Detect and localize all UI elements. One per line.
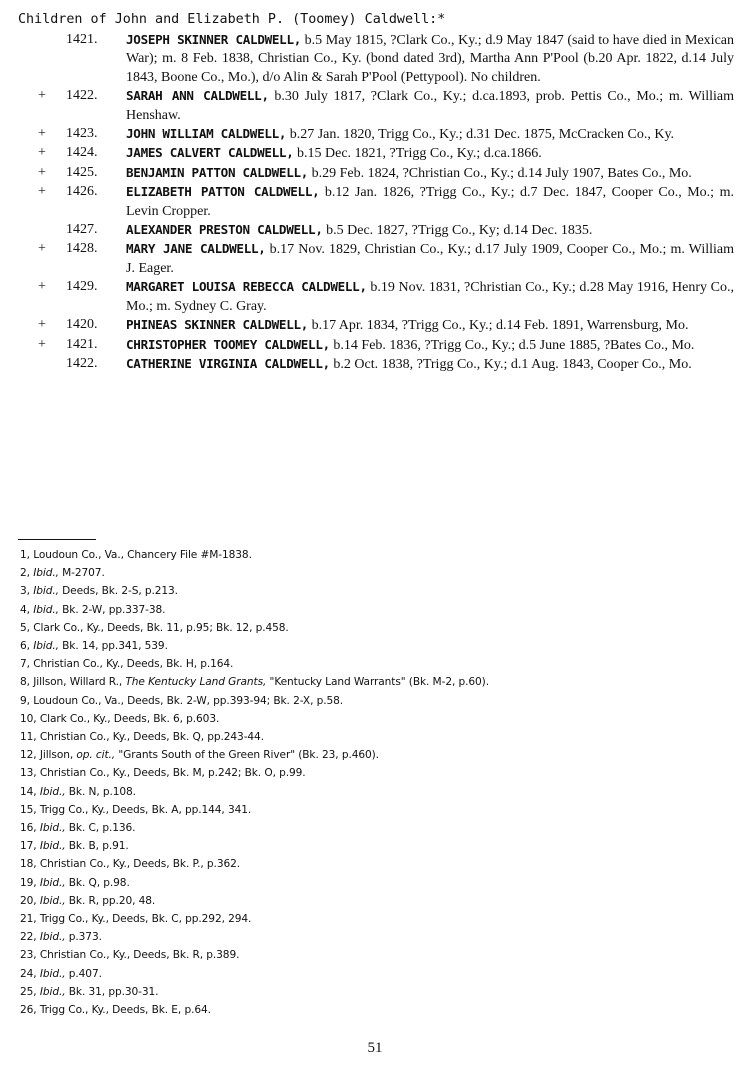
footnote <box>20 819 740 837</box>
entry-text <box>126 221 734 240</box>
footnote-number: 13, <box>20 767 37 780</box>
footnote-number: 2, <box>20 567 30 580</box>
entry-number: 1422. <box>66 355 98 371</box>
child-details: b.14 Feb. 1836, ?Trigg Co., Ky.; d.5 June 1885, ?Bates Co., Mo. <box>329 337 695 353</box>
entry-number: 1423. <box>66 126 98 142</box>
footnote <box>20 764 740 782</box>
footnote-number: 14, <box>20 785 37 798</box>
footnote <box>20 874 740 892</box>
child-details: b.29 Feb. 1824, ?Christian Co., Ky.; d.14 July 1907, Bates Co., Mo. <box>308 165 692 181</box>
descendant-marker: + <box>38 88 46 104</box>
footnote-lead: Jillson, Willard R., <box>33 676 126 689</box>
child-details: b.15 Dec. 1821, ?Trigg Co., Ky.; d.ca.1866. <box>293 146 542 162</box>
footnote-number: 5, <box>20 621 30 634</box>
descendant-marker: + <box>38 241 46 257</box>
section-heading: Children of John and Elizabeth P. (Toomey) Caldwell:* <box>18 12 446 27</box>
footnote <box>20 983 740 1001</box>
footnote-number: 12, <box>20 749 37 762</box>
footnote-number: 21, <box>20 913 37 926</box>
footnote-citation: Christian Co., Ky., Deeds, Bk. H, p.164. <box>33 658 234 671</box>
footnote-citation: Trigg Co., Ky., Deeds, Bk. E, p.64. <box>39 1004 211 1017</box>
footnote-number: 11, <box>20 731 37 744</box>
child-name: CATHERINE VIRGINIA CALDWELL, <box>126 355 330 371</box>
entry-number: 1427. <box>66 222 98 238</box>
child-entry <box>0 164 750 183</box>
footnote-citation: Christian Co., Ky., Deeds, Bk. R, p.389. <box>39 949 240 962</box>
footnote-number: 18, <box>20 858 37 871</box>
footnote-citation: Clark Co., Ky., Deeds, Bk. 11, p.95; Bk. 12, p.458. <box>33 621 289 634</box>
entry-text <box>126 31 734 87</box>
footnote-citation: Christian Co., Ky., Deeds, Bk. P., p.362. <box>39 858 241 871</box>
footnote-number: 8, <box>20 676 30 689</box>
child-name: MARGARET LOUISA REBECCA CALDWELL, <box>126 279 367 295</box>
footnote <box>20 692 740 710</box>
footnote-italic: Ibid., <box>33 585 59 598</box>
footnote <box>20 783 740 801</box>
footnote-number: 23, <box>20 949 37 962</box>
footnote-italic: Ibid., <box>39 985 66 998</box>
footnote-number: 7, <box>20 658 30 671</box>
children-list <box>0 31 750 374</box>
footnote-divider <box>18 539 96 540</box>
footnote <box>20 801 740 819</box>
footnote-number: 17, <box>20 840 37 853</box>
footnote-citation: Bk. B, p.91. <box>65 840 129 853</box>
child-entry <box>0 240 750 278</box>
footnote-citation: Trigg Co., Ky., Deeds, Bk. C, pp.292, 294. <box>39 913 252 926</box>
footnote-italic: Ibid., <box>39 840 66 853</box>
footnote <box>20 892 740 910</box>
footnote-citation: Bk. 31, pp.30-31. <box>65 985 159 998</box>
entry-number: 1428. <box>66 241 98 257</box>
child-entry <box>0 31 750 87</box>
entry-number: 1424. <box>66 145 98 161</box>
footnote <box>20 837 740 855</box>
footnote-number: 10, <box>20 712 37 725</box>
footnote <box>20 746 740 764</box>
child-entry <box>0 278 750 316</box>
footnote-number: 9, <box>20 694 30 707</box>
footnote-number: 25, <box>20 985 37 998</box>
child-details: b.2 Oct. 1838, ?Trigg Co., Ky.; d.1 Aug. 1843, Cooper Co., Mo. <box>329 356 692 372</box>
footnote <box>20 582 740 600</box>
child-name: BENJAMIN PATTON CALDWELL, <box>126 164 309 180</box>
entry-text <box>126 183 734 221</box>
child-details: b.17 Apr. 1834, ?Trigg Co., Ky.; d.14 Feb. 1891, Warrensburg, Mo. <box>308 318 689 334</box>
footnote <box>20 601 740 619</box>
descendant-marker: + <box>38 336 46 352</box>
child-name: JAMES CALVERT CALDWELL, <box>126 145 294 161</box>
entry-number: 1421. <box>66 32 98 47</box>
footnote-citation: Christian Co., Ky., Deeds, Bk. M, p.242; Bk. O, p.99. <box>39 767 306 780</box>
footnote-citation: M-2707. <box>58 567 105 580</box>
footnote <box>20 946 740 964</box>
entry-text <box>126 316 734 335</box>
child-entry <box>0 355 750 374</box>
footnote-citation: Clark Co., Ky., Deeds, Bk. 6, p.603. <box>39 712 220 725</box>
footnote-citation: Deeds, Bk. 2-S, p.213. <box>58 585 178 598</box>
footnote-citation: Trigg Co., Ky., Deeds, Bk. A, pp.144, 341. <box>39 803 252 816</box>
footnote-citation: Bk. C, p.136. <box>65 822 136 835</box>
footnote <box>20 673 740 691</box>
entry-text <box>126 125 734 144</box>
footnote-italic: Ibid., <box>39 931 66 944</box>
footnote-citation: p.407. <box>65 967 102 980</box>
footnote-citation: Bk. R, pp.20, 48. <box>65 894 156 907</box>
footnote-citation: Loudoun Co., Va., Chancery File #M-1838. <box>33 549 252 561</box>
child-entry <box>0 183 750 221</box>
child-details: b.5 May 1815, ?Clark Co., Ky.; d.9 May 1847 (said to have died in Mexican War); m. 8 Feb. 1838, Christian Co., Ky. (bond dated 3rd), Martha Ann P'Pool (b.20 Apr. 1822, d.14 July 1843, Boone Co., Mo.), d/o Alin & Sarah P'Pool (Pettypool). No children. <box>126 33 734 85</box>
entry-number: 1420. <box>66 317 98 333</box>
footnote-italic: Ibid., <box>39 822 66 835</box>
footnote-citation: "Kentucky Land Warrants" (Bk. M-2, p.60). <box>266 676 489 689</box>
child-entry <box>0 125 750 144</box>
descendant-marker: + <box>38 145 46 161</box>
footnote-number: 6, <box>20 640 30 653</box>
footnote-citation: Loudoun Co., Va., Deeds, Bk. 2-W, pp.393-94; Bk. 2-X, p.58. <box>33 694 344 707</box>
footnote-number: 20, <box>20 894 37 907</box>
entry-number: 1425. <box>66 164 98 180</box>
footnote-italic: Ibid., <box>33 640 59 653</box>
footnote-lead: Jillson, <box>39 749 77 762</box>
footnote-number: 3, <box>20 585 30 598</box>
footnote <box>20 546 740 564</box>
footnote-italic: Ibid., <box>33 603 59 616</box>
footnote-italic: Ibid., <box>39 876 66 889</box>
footnote-citation: Bk. N, p.108. <box>65 785 136 798</box>
entry-text <box>126 336 734 355</box>
footnote-number: 1, <box>20 549 30 561</box>
footnote-number: 4, <box>20 603 30 616</box>
footnote <box>20 710 740 728</box>
footnote-number: 16, <box>20 822 37 835</box>
footnote <box>20 910 740 928</box>
footnote <box>20 1001 740 1019</box>
child-details: b.30 July 1817, ?Clark Co., Ky.; d.ca.1893, prob. Pettis Co., Mo.; m. William Henshaw. <box>126 89 734 123</box>
entry-number: 1426. <box>66 184 98 200</box>
child-name: JOSEPH SKINNER CALDWELL, <box>126 32 302 47</box>
footnote <box>20 637 740 655</box>
entry-number: 1422. <box>66 88 98 104</box>
footnote <box>20 928 740 946</box>
descendant-marker: + <box>38 317 46 333</box>
footnote-number: 26, <box>20 1004 37 1017</box>
descendant-marker: + <box>38 126 46 142</box>
footnote-italic: op. cit., <box>76 749 116 762</box>
footnote-citation: "Grants South of the Green River" (Bk. 23, p.460). <box>115 749 379 762</box>
footnote-number: 22, <box>20 931 37 944</box>
child-details: b.19 Nov. 1831, ?Christian Co., Ky.; d.28 May 1916, Henry Co., Mo.; m. Sydney C. Gray. <box>126 280 734 314</box>
child-name: JOHN WILLIAM CALDWELL, <box>126 126 287 142</box>
entry-number: 1421. <box>66 336 98 352</box>
footnotes-list <box>20 546 740 1019</box>
child-entry <box>0 221 750 240</box>
page-number: 51 <box>367 1040 383 1056</box>
footnote-italic: The Kentucky Land Grants, <box>125 676 267 689</box>
child-name: ALEXANDER PRESTON CALDWELL, <box>126 222 323 238</box>
entry-text <box>126 355 734 374</box>
child-entry <box>0 87 750 125</box>
footnote <box>20 564 740 582</box>
entry-text <box>126 87 734 125</box>
child-name: ELIZABETH PATTON CALDWELL, <box>126 184 320 200</box>
footnote <box>20 728 740 746</box>
entry-text <box>126 164 734 183</box>
descendant-marker: + <box>38 164 46 180</box>
entry-text <box>126 240 734 278</box>
child-details: b.27 Jan. 1820, Trigg Co., Ky.; d.31 Dec. 1875, McCracken Co., Ky. <box>286 127 675 143</box>
child-name: SARAH ANN CALDWELL, <box>126 88 269 104</box>
entry-text <box>126 278 734 316</box>
footnote-italic: Ibid., <box>33 567 59 580</box>
child-details: b.12 Jan. 1826, ?Trigg Co., Ky.; d.7 Dec. 1847, Cooper Co., Mo.; m. Levin Cropper. <box>126 185 734 219</box>
child-name: CHRISTOPHER TOOMEY CALDWELL, <box>126 336 330 352</box>
footnote-citation: p.373. <box>65 931 102 944</box>
child-name: MARY JANE CALDWELL, <box>126 241 266 257</box>
child-details: b.5 Dec. 1827, ?Trigg Co., Ky; d.14 Dec. 1835. <box>322 223 593 239</box>
entry-number: 1429. <box>66 279 98 295</box>
footnote-citation: Christian Co., Ky., Deeds, Bk. Q, pp.243-44. <box>39 731 264 744</box>
footnote <box>20 619 740 637</box>
footnote-italic: Ibid., <box>39 785 66 798</box>
footnote <box>20 965 740 983</box>
footnote-italic: Ibid., <box>39 967 66 980</box>
footnote <box>20 655 740 673</box>
footnote-citation: Bk. 14, pp.341, 539. <box>58 640 168 653</box>
child-entry <box>0 144 750 163</box>
footnote-italic: Ibid., <box>39 894 66 907</box>
child-name: PHINEAS SKINNER CALDWELL, <box>126 317 309 333</box>
footnote-number: 24, <box>20 967 37 980</box>
descendant-marker: + <box>38 184 46 200</box>
child-entry <box>0 316 750 335</box>
child-entry <box>0 336 750 355</box>
footnote-number: 15, <box>20 803 37 816</box>
descendant-marker: + <box>38 279 46 295</box>
footnote-citation: Bk. 2-W, pp.337-38. <box>58 603 166 616</box>
footnote-number: 19, <box>20 876 37 889</box>
footnote <box>20 855 740 873</box>
footnote-citation: Bk. Q, p.98. <box>65 876 130 889</box>
child-details: b.17 Nov. 1829, Christian Co., Ky.; d.17 July 1909, Cooper Co., Mo.; m. William J. Eager. <box>126 242 734 276</box>
entry-text <box>126 144 734 163</box>
